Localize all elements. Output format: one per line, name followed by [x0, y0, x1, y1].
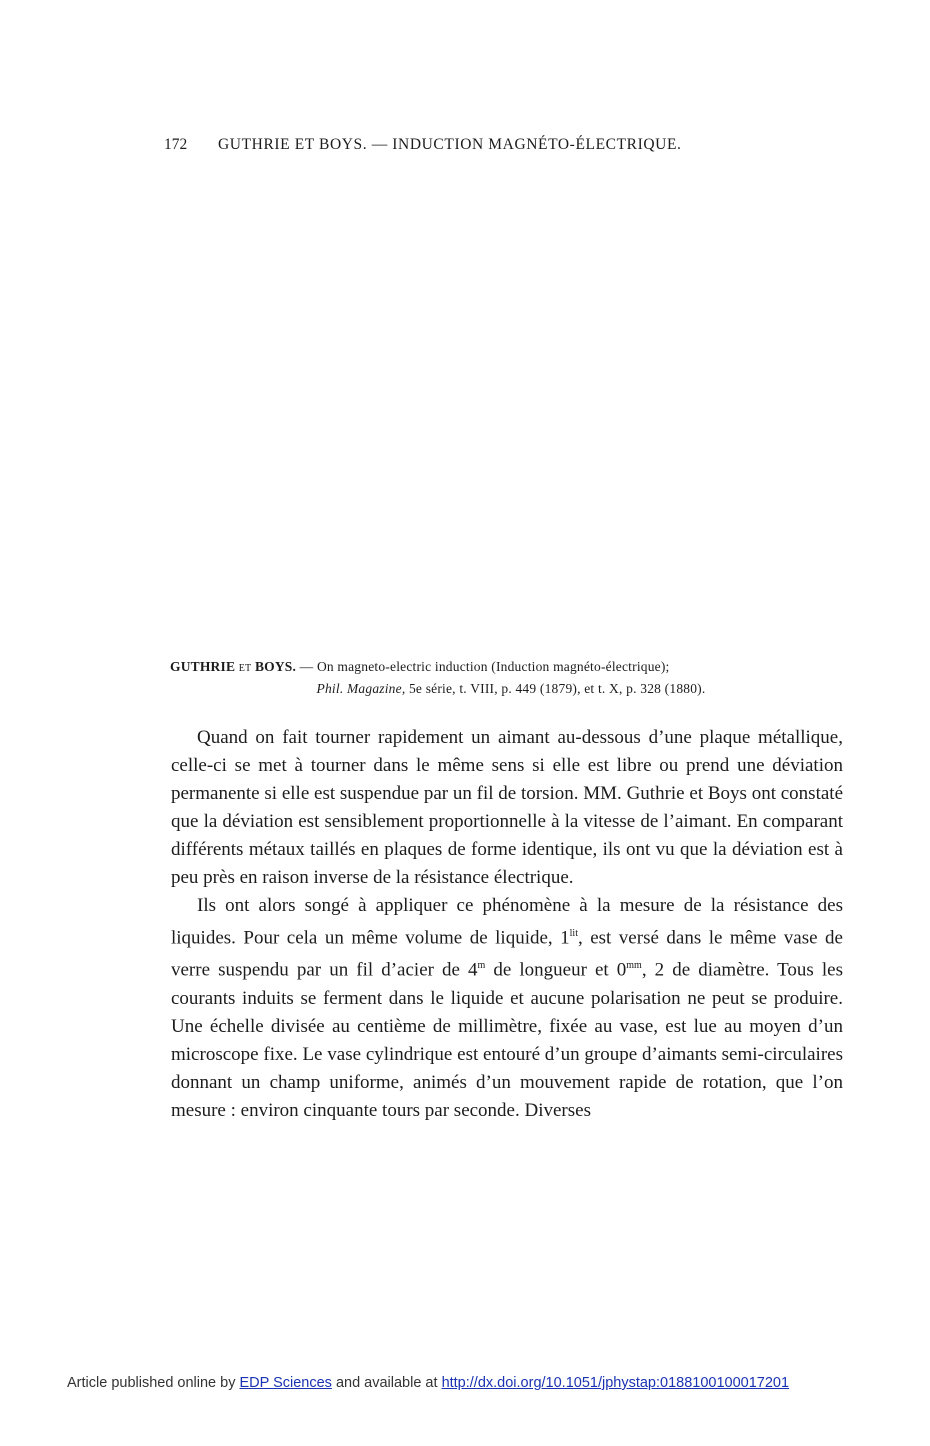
unit-superscript-millimetre: mm [626, 960, 642, 972]
running-head [164, 136, 804, 154]
reference-line-2 [170, 679, 842, 699]
publication-footer [67, 1375, 867, 1391]
footer-middle: and available at [331, 1375, 442, 1391]
bibliographic-reference [170, 657, 842, 699]
page-number: 172 [164, 136, 188, 153]
paragraph-2-part-b: , est versé dans le même vase de verre suspendu par un fil d’acier de 4 [171, 927, 843, 981]
reference-line-1 [170, 657, 842, 679]
reference-author-1: GUTHRIE [170, 659, 236, 674]
unit-superscript-metre: m [477, 960, 486, 972]
reference-title: — On magneto-electric induction (Induction magnéto-électrique); [296, 659, 670, 674]
reference-details: 5e série, t. VIII, p. 449 (1879), et t. X, p. 328 (1880). [405, 681, 706, 696]
unit-superscript-litre: lit [569, 928, 578, 939]
paragraph-1: Quand on fait tourner rapidement un aimant au-dessous d’une plaque métallique, celle-ci se met à tourner dans le même sens si elle est libre ou prend une déviation permanente si elle est suspendue par un fil de torsion. MM. Guthrie et Boys ont constaté que la déviation est sensiblement proportionnelle à la vitesse de l’aimant. En comparant différents métaux taillés en plaques de forme identique, ils ont vu que la déviation est à peu près en raison inverse de la résistance électrique. [171, 727, 843, 888]
paragraph-2 [171, 892, 843, 1125]
footer-prefix: Article published online by [67, 1375, 240, 1391]
article-body [171, 724, 843, 1125]
reference-journal: Phil. Magazine, [316, 681, 406, 696]
doi-link[interactable]: http://dx.doi.org/10.1051/jphystap:0188100100017201 [441, 1375, 790, 1391]
edp-sciences-link[interactable]: EDP Sciences [239, 1375, 332, 1391]
paragraph-2-part-d: , 2 de diamètre. Tous les courants induits se ferment dans le liquide et aucune polarisation ne peut se produire. Une échelle divisée au centième de millimètre, fixée au vase, est lue au moyen d’un microscope fixe. Le vase cylindrique est entouré d’un groupe d’aimants semi-circulaires donnant un champ uniforme, animés d’un mouvement rapide de rotation, que l’on mesure : environ cinquante tours par seconde. Diverses [171, 959, 843, 1121]
reference-author-2: BOYS. [254, 659, 297, 674]
paragraph-2-part-a: Ils ont alors songé à appliquer ce phénomène à la mesure de la résistance des liquides. Pour cela un même volume de liquide, 1 [171, 895, 843, 949]
running-title: GUTHRIE ET BOYS. — INDUCTION MAGNÉTO-ÉLECTRIQUE. [218, 136, 682, 153]
paragraph-2-part-c: de longueur et 0 [485, 959, 627, 981]
reference-author-joiner: ET [238, 663, 252, 674]
